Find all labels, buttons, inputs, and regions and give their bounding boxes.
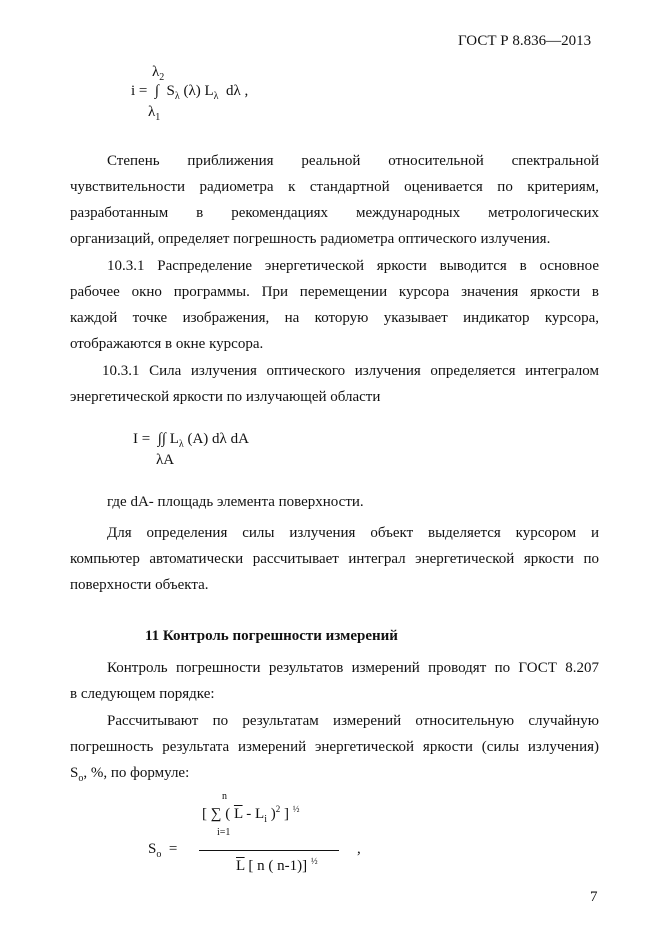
paragraph-line: $S_o$, %, по формуле: [70,765,190,784]
paragraph-line: в следующем порядке: [70,686,215,702]
paragraph-random-error [70,708,599,786]
document-number: ГОСТ Р 8.836—2013 [458,33,592,49]
page-number: 7 [590,889,598,905]
paragraph-line: отображаются в окне курсора. [70,336,264,352]
formula-numerator: [ ∑ ( $\overline{L} - L_i$ )$^2$ ] $^{\frac{1}{2}}$ [202,804,300,825]
paragraph-line: каждой точке изображения, на которую указывает индикатор курсора, [70,310,599,326]
formula-lhs: $S_o$ = [148,841,178,860]
paragraph-line: Степень приближения реальной относительной спектральной [107,153,599,169]
paragraph-intensity-computation [70,520,599,598]
section-heading: 11 Контроль погрешности измерений [145,628,398,644]
paragraph-line: энергетической яркости по излучающей области [70,389,381,405]
paragraph-line: 10.3.1 Распределение энергетической яркости выводится в основное [107,258,599,274]
paragraph-line: Для определения силы излучения объект выделяется курсором и [107,525,599,541]
paragraph-radiant-intensity [70,358,599,410]
sum-upper-limit: n [222,791,227,802]
formula-denominator: $\overline{L}$ [ n ( n-1)] $^{\frac{1}{2}}$ [236,856,318,874]
double-integral-lower-limit: λA [156,452,175,468]
paragraph-line: разработанным в рекомендациях международных метрологических [70,205,599,221]
formula-trailing-comma: , [357,841,361,857]
paragraph-sensitivity [70,148,599,252]
paragraph-line: организаций, определяет погрешность радиометра оптического излучения. [70,231,551,247]
paragraph-error-control [70,655,599,707]
paragraph-where-dA: где dA- площадь элемента поверхности. [107,494,364,510]
paragraph-line: рабочее окно программы. При перемещении курсора значения яркости в [70,284,599,300]
formula-i-expression: i = ∫ $S_\lambda$ (λ) $L_\lambda$ dλ , [131,83,249,102]
integral-lower-limit: $\lambda_1$ [148,104,161,123]
sum-lower-limit: i=1 [217,827,231,838]
paragraph-line: компьютер автоматически рассчитывает интеграл энергетической яркости по [70,551,599,567]
paragraph-line: 10.3.1 Сила излучения оптического излучения определяется интегралом [102,363,599,379]
formula-I-expression: I = ∫∫ $L_\lambda$ (A) dλ dA [133,431,249,450]
integral-upper-limit: $\lambda_2$ [152,64,165,83]
paragraph-line: Рассчитывают по результатам измерений относительную случайную [107,713,599,729]
paragraph-line: чувствительности радиометра к стандартной оценивается по критериям, [70,179,599,195]
paragraph-line: погрешность результата измерений энергетической яркости (силы излучения) [70,739,599,755]
paragraph-radiance-distribution [70,253,599,357]
fraction-bar [199,850,339,851]
paragraph-line: Контроль погрешности результатов измерений проводят по ГОСТ 8.207 [107,660,599,676]
paragraph-line: поверхности объекта. [70,577,209,593]
